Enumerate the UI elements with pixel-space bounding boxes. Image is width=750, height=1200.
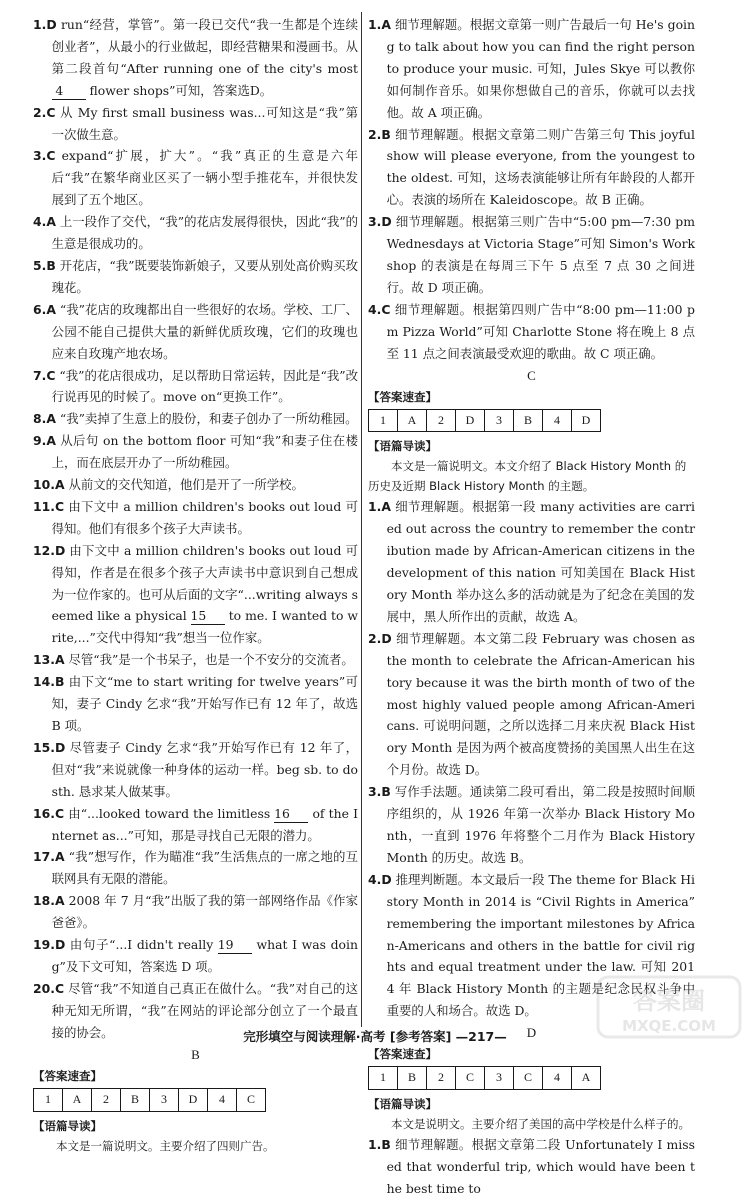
answer-explanation: 由下文中 a million children's books out loud 可得知，作者是在很多个孩子大声读书中意识到自己想成为一位作家的。也可从后面的文字“...writing always seemed like a physical [51, 542, 358, 624]
answer-letter-cell: D [456, 409, 485, 432]
question-number-cell: 3 [485, 409, 514, 432]
answer-item [33, 211, 358, 255]
answer-explanation: 细节理解题。根据文章第一则广告最后一句 He's going to talk about how you can find the right person to produce your music. 可知，Jules Skye 可以教你如何制作音乐。如果你想做自己的音乐，你就可以去找他。故 A 项正确。 [386, 17, 695, 120]
answer-item [33, 737, 358, 803]
answer-number: 1.D [33, 17, 57, 32]
answer-number: 11.C [33, 498, 65, 514]
guide-text: 本文是一篇说明文。本文介绍了 Black History Month 的历史及近期 Black History Month 的主题。 [368, 459, 687, 494]
answer-number: 19.D [33, 937, 66, 953]
section-letter-c: C [527, 367, 536, 383]
answer-number: 1.A [368, 17, 391, 32]
answer-item [33, 846, 358, 890]
answer-explanation-cont: to me. I wanted to write,...”交代中得知“我”想当一位作家。 [51, 608, 359, 646]
column-divider [361, 12, 362, 1027]
answer-explanation: 尽管“我”是一个书呆子，也是一个不安分的交流者。 [68, 652, 354, 668]
answer-number: 8.A [33, 411, 56, 427]
answer-explanation: expand“扩展，扩大”。“我”真正的生意是六年后“我”在繁华商业区买了一辆小型手推花车，并很快发展到了五个地区。 [51, 148, 358, 208]
answer-number: 2.D [368, 630, 392, 646]
answer-letter-cell: A [63, 1088, 92, 1111]
answer-letter-cell: D [179, 1088, 208, 1111]
question-number-cell: 4 [543, 1067, 572, 1090]
section-letter-b: B [191, 1046, 200, 1062]
question-number-cell: 4 [543, 409, 572, 432]
answer-number: 5.B [33, 257, 56, 273]
section-letter-d: D [526, 1025, 537, 1041]
answer-number: 9.A [33, 433, 56, 449]
answer-number: 20.C [33, 980, 65, 996]
answer-explanation: 写作手法题。通读第二段可看出，第二段是按照时间顺序组织的，从 1926 年第一次举办 Black History Month，一直到 1976 年将整个二月作为 Black History Month 的历史。故选 B。 [386, 784, 695, 865]
answer-item [33, 671, 358, 737]
question-number-cell: 2 [92, 1088, 121, 1111]
answer-item [33, 365, 358, 409]
question-number-cell: 4 [208, 1088, 237, 1111]
watermark-logo [594, 973, 744, 1041]
answer-number: 4.C [368, 301, 391, 317]
answer-letter-cell: A [398, 409, 427, 432]
page-footer: 完形填空与阅读理解·高考 [参考答案] —217— [243, 1029, 507, 1044]
answer-item [33, 102, 358, 146]
answer-item [33, 540, 358, 650]
answer-explanation: 由句子“...I didn't really [69, 937, 214, 953]
answer-explanation: “我”的花店很成功，足以帮助日常运转，因此是“我”改行说再见的时候了。move on“更换工作”。 [51, 367, 358, 405]
blank-number: 15 [191, 608, 225, 625]
answer-number: 1.A [368, 499, 391, 515]
guide-text: 本文是说明文。主要介绍了美国的高中学校是什么样子的。 [391, 1117, 690, 1132]
answer-number: 13.A [33, 652, 65, 668]
answer-number: 4.A [33, 214, 56, 230]
answer-table [33, 1088, 266, 1112]
question-number-cell: 1 [34, 1088, 63, 1111]
question-number-cell: 3 [150, 1088, 179, 1111]
answer-item [368, 781, 695, 869]
question-number-cell: 2 [427, 1067, 456, 1090]
answer-explanation-cont: of the Internet as...”可知，那是寻找自己无限的潜力。 [51, 805, 358, 843]
answer-explanation: 细节理解题。根据第一段 many activities are carried out across the country to remember the contribution made by African-American citizens in the development of this nation 可知美国在 Black History Month 举办这么多的活动就是为了纪念在美国的发展中，黑人所作出的贡献，故选 A。 [386, 499, 695, 624]
answer-item [368, 14, 695, 124]
answer-explanation-cont: what I was doing”及下文可知，答案选 D 项。 [51, 937, 358, 974]
blank-number: 16 [274, 806, 308, 823]
answer-table [368, 409, 601, 433]
answer-item [33, 649, 358, 671]
svg-text:MXQE.COM: MXQE.COM [622, 1017, 716, 1035]
answer-number: 2.C [33, 104, 56, 120]
answer-number: 7.C [33, 367, 56, 383]
answer-explanation-cont: flower shops”可知，答案选D。 [89, 82, 273, 98]
answer-explanation: 推理判断题。本文最后一段 The theme for Black History Month in 2014 is “Civil Rights in America” remembering the important milestones by African-Americans and others in the battle for civil rights and equal treatment under the law. 可知 2014 年 Black History Month 的主题是纪念民权斗争中重要的人和场合。故选 D。 [386, 871, 695, 1019]
answer-item [368, 299, 695, 365]
answer-letter-cell: B [398, 1067, 427, 1090]
answer-explanation: “我”花店的玫瑰都出自一些很好的农场。学校、工厂、公园不能自己提供大量的新鲜优质玫瑰，它们的玫瑰也应来自玫瑰产地农场。 [51, 301, 358, 361]
answer-number: 12.D [33, 542, 66, 558]
blank-number: 19 [218, 937, 252, 954]
answer-letter-cell: C [514, 1067, 543, 1090]
blank-number: 4 [52, 83, 86, 100]
answer-explanation: 从 My first small business was...可知这是“我”第一次做生意。 [51, 104, 358, 142]
answer-letter-cell: C [456, 1067, 485, 1090]
answer-letter-cell: C [237, 1088, 266, 1111]
answer-item [33, 145, 358, 211]
answer-explanation: 细节理解题。根据第四则广告中“8:00 pm—11:00 pm Pizza World”可知 Charlotte Stone 将在晚上 8 点至 11 点之间表演最受欢迎的歌曲。故 C 项正确。 [386, 301, 695, 361]
answer-item [33, 803, 358, 847]
answer-item [368, 496, 695, 627]
answer-item [33, 408, 358, 430]
answer-item [33, 890, 358, 934]
left-column [33, 14, 358, 1156]
answers-tag: 【 答案速查 】 [33, 1066, 358, 1086]
guide-tag: 【 语篇导读 】 [368, 436, 695, 456]
answer-explanation: 2008 年 7 月“我”出版了我的第一部网络作品《作家爸爸》。 [51, 893, 358, 931]
question-number-cell: 1 [369, 409, 398, 432]
answer-explanation: 从前文的交代知道，他们是开了一所学校。 [68, 477, 304, 493]
answer-explanation: 从后句 on the bottom floor 可知“我”和妻子住在楼上，而在底层开办了一所幼稚园。 [51, 433, 358, 471]
answer-explanation: 开花店，“我”既要装饰新娘子，又要从别处高价购买玫瑰花。 [51, 257, 358, 295]
answer-item [33, 934, 358, 978]
answer-letter-cell: B [121, 1088, 150, 1111]
answer-explanation: 细节理解题。根据文章第二则广告第三句 This joyful show will please everyone, from the youngest to the oldest. 可知，这场表演能够让所有年龄段的人都开心。表演的场所在 Kaleidoscope。故 B 正确。 [386, 126, 695, 208]
answer-item [33, 255, 358, 299]
answer-number: 6.A [33, 301, 56, 317]
answer-number: 14.B [33, 674, 65, 690]
answer-explanation: “我”卖掉了生意上的股份，和妻子创办了一所幼稚园。 [59, 411, 358, 427]
answer-table [368, 1066, 601, 1090]
answer-item [368, 628, 695, 781]
answer-number: 3.C [33, 148, 56, 164]
answer-item [368, 1134, 695, 1200]
answer-explanation: 细节理解题。根据文章第二段 Unfortunately I missed that wonderful trip, which would have been the best time to [386, 1137, 695, 1196]
answer-item [368, 124, 695, 212]
guide-text: 本文是一篇说明文。主要介绍了四则广告。 [56, 1138, 275, 1153]
answer-explanation: “我”想写作，作为瞄准“我”生活焦点的一席之地的互联网具有无限的潜能。 [51, 849, 358, 887]
answer-number: 16.C [33, 805, 65, 821]
answer-item [33, 496, 358, 540]
answer-number: 15.D [33, 739, 66, 755]
answer-item [368, 211, 695, 299]
answers-tag: 【 答案速查 】 [368, 387, 695, 407]
question-number-cell: 1 [369, 1067, 398, 1090]
answer-number: 1.B [368, 1137, 391, 1153]
answer-number: 3.B [368, 784, 391, 800]
svg-text:答案圈: 答案圈 [633, 987, 705, 1015]
answer-number: 18.A [33, 893, 65, 909]
answer-explanation: 尽管“我”不知道自己真正在做什么。“我”对自己的这种无知无所谓，“我”在网站的评论部分创立了一个最直接的协会。 [51, 980, 358, 1040]
question-number-cell: 3 [485, 1067, 514, 1090]
answer-explanation: 尽管妻子 Cindy 乞求“我”开始写作已有 12 年了，但对“我”来说就像一种身体的运动一样。beg sb. to do sth. 恳求某人做某事。 [51, 739, 358, 799]
answer-explanation: 由下文“me to start writing for twelve years”可知，妻子 Cindy 乞求“我”开始写作已有 12 年了，故选 B 项。 [51, 674, 358, 733]
answer-letter-cell: A [572, 1067, 601, 1090]
answer-number: 2.B [368, 126, 391, 142]
answer-number: 4.D [368, 871, 392, 887]
answer-explanation: 细节理解题。本文第二段 February was chosen as the month to celebrate the African-American history because it was the birth month of two of the most highly valued people among African-Americans. 可说明问题，之所以选择二月来庆祝 Black History Month 是因为两个被高度赞扬的美国黑人出生在这个月份。故选 D。 [386, 630, 695, 778]
answer-item [33, 474, 358, 496]
answer-item [33, 430, 358, 474]
answer-number: 10.A [33, 477, 65, 493]
guide-tag: 【 语篇导读 】 [368, 1094, 695, 1114]
answer-explanation: 由“...looked toward the limitless [68, 805, 271, 821]
answer-explanation: 由下文中 a million children's books out loud 可得知。他们有很多个孩子大声读书。 [51, 498, 358, 536]
answer-letter-cell: D [572, 409, 601, 432]
answer-letter-cell: B [514, 409, 543, 432]
answer-explanation: run“经营，掌管”。第一段已交代“我一生都是个连续创业者”，从最小的行业做起，即经营糖果和漫画书。从第二段首句“After running one of the city's most [51, 17, 358, 76]
answer-number: 3.D [368, 214, 392, 230]
answer-explanation: 细节理解题。根据第三则广告中“5:00 pm—7:30 pm Wednesdays at Victoria Stage”可知 Simon's Workshop 的表演是在每周三下午 5 点至 7 点 30 之间进行。故 D 项正确。 [386, 214, 695, 295]
question-number-cell: 2 [427, 409, 456, 432]
answer-number: 17.A [33, 849, 65, 865]
answer-explanation: 上一段作了交代，“我”的花店发展得很快，因此“我”的生意是很成功的。 [51, 214, 358, 252]
answer-item [33, 14, 358, 102]
answers-tag: 【 答案速查 】 [368, 1044, 695, 1064]
answer-item [33, 299, 358, 365]
guide-tag: 【 语篇导读 】 [33, 1116, 358, 1136]
